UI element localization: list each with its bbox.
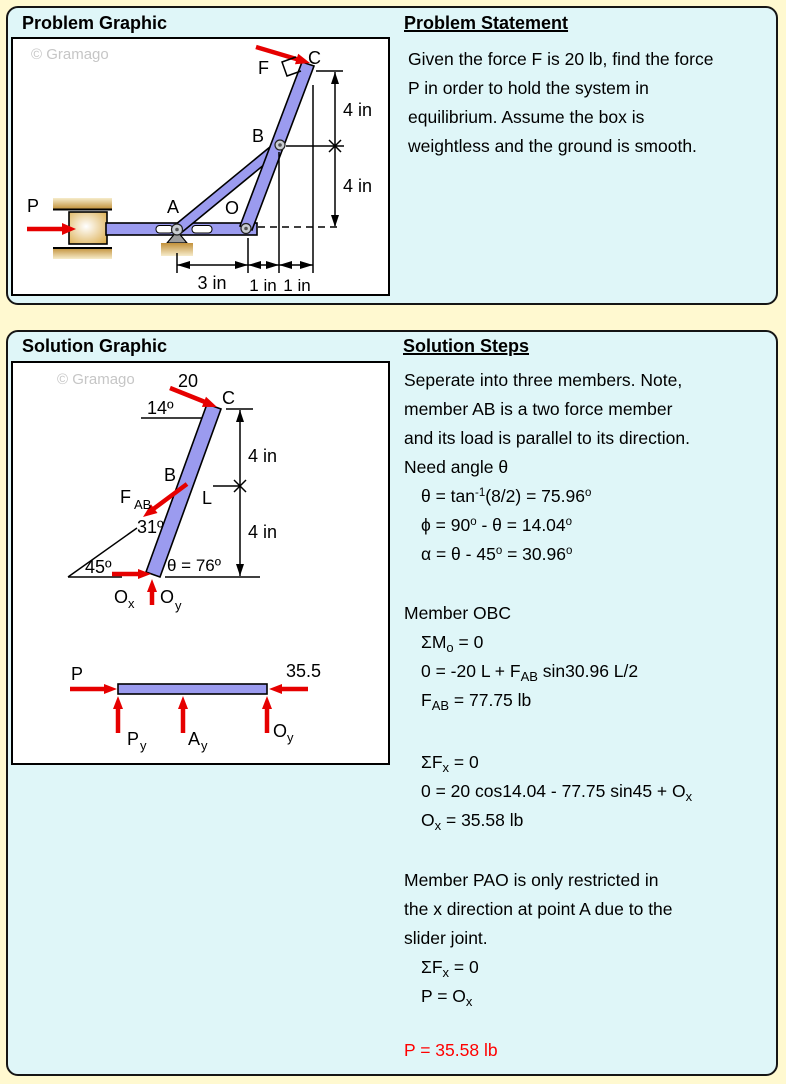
pin-o [241, 224, 251, 234]
label-ox-sub: x [128, 596, 135, 611]
label-o: O [225, 198, 240, 218]
pin-a [172, 224, 183, 235]
solution-graphic [13, 363, 388, 763]
label-ox: O [114, 587, 129, 607]
label-b: B [252, 126, 265, 146]
label-oy-sub: y [175, 598, 182, 613]
force-ay-arrow [178, 696, 188, 733]
label-py-sub: y [140, 738, 147, 753]
label-a: A [167, 197, 180, 217]
dim-3in: 3 in [197, 273, 227, 293]
label-c: C [222, 388, 235, 408]
label-oy: O [160, 587, 175, 607]
label-35-5: 35.5 [286, 661, 322, 681]
solution-graphic-box [11, 361, 390, 765]
solution-steps-title: Solution Steps [403, 336, 529, 356]
problem-statement-text: Given the force F is 20 lb, find the force P in order to hold the system in equilibrium. Assume the box is weightless and the ground is smooth. [408, 49, 714, 156]
dim-1in-right: 1 in [283, 276, 311, 294]
label-ay: A [188, 729, 201, 749]
label-p: P [71, 664, 84, 684]
problem-graphic [13, 39, 388, 294]
label-py: P [127, 729, 140, 749]
label-fab: F [120, 487, 131, 507]
label-theta-eq: θ = 76º [167, 556, 221, 575]
dimension-lines [226, 409, 253, 576]
label-ay-sub: y [201, 738, 208, 753]
label-p: P [27, 196, 40, 216]
problem-statement-title: Problem Statement [404, 13, 569, 33]
slider-slot-right [192, 226, 212, 234]
watermark: © Gramago [31, 46, 109, 63]
force-py-arrow [113, 696, 123, 733]
problem-graphic-box [11, 37, 390, 296]
fbd-pao-bar [118, 684, 267, 694]
label-20: 20 [178, 371, 199, 391]
dim-4in-top: 4 in [343, 100, 373, 120]
label-b: B [164, 465, 177, 485]
force-oy2-arrow [262, 696, 272, 733]
sliding-box [69, 212, 107, 244]
solution-graphic-title: Solution Graphic [22, 336, 168, 356]
solution-steps-block1: Seperate into three members. Note, member AB is a two force member and its load is parallel to its direction. Need angle θ $\theta = \tan^{-1}(8/2) = 75.96^o$ $\phi = 90^o - \theta = 14.04^o$ $\alpha = \theta - 45^o = 30.96^o$ [404, 370, 690, 564]
problem-graphic-title: Problem Graphic [22, 13, 168, 33]
dim-4in-top: 4 in [248, 446, 278, 466]
label-f: F [258, 58, 269, 78]
dim-4in-bottom: 4 in [248, 522, 278, 542]
watermark: © Gramago [57, 371, 135, 388]
label-oy2-sub: y [287, 730, 294, 745]
dim-4in-bottom: 4 in [343, 176, 373, 196]
label-oy2: O [273, 721, 288, 741]
force-p-arrow [70, 684, 117, 694]
final-answer: P = 35.58 lb [404, 1040, 498, 1060]
solution-steps-block2: Member OBC $\Sigma M_o = 0$ 0 = -20 $L + F_{AB}$ sin30.96 L/2 $F_{AB} = 77.75$ lb [404, 603, 639, 713]
label-c: C [308, 48, 321, 68]
solution-steps-block4: Member PAO is only restricted in the x direction at point A due to the slider joint. $\Sigma F_x = 0$ $P = O_x$ [404, 870, 673, 1009]
label-14deg: 14º [147, 398, 174, 418]
solution-steps-block3: $\Sigma F_x = 0$ 0 = 20 cos14.04 - 77.75 $\sin 45 + O_x$ $O_x = 35.58$ lb [421, 752, 693, 833]
label-31deg: 31º [137, 517, 164, 537]
label-45deg: 45º [85, 557, 112, 577]
label-fab-sub: AB [134, 497, 152, 512]
force-oy-arrow [147, 579, 157, 605]
force-35-5-arrow [269, 684, 308, 694]
dim-1in-left: 1 in [249, 276, 277, 294]
slider-slot-left [156, 226, 173, 234]
label-l: L [202, 488, 213, 508]
pin-b [275, 140, 285, 150]
